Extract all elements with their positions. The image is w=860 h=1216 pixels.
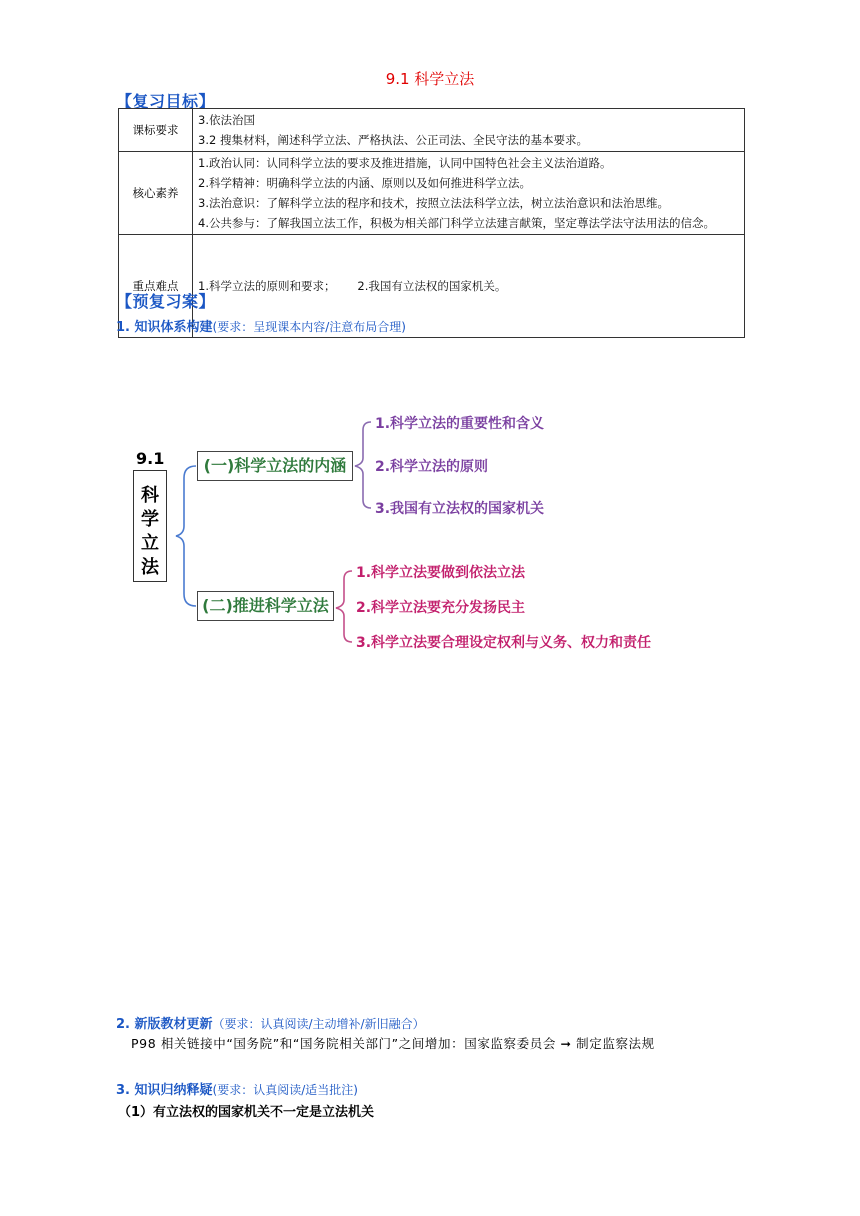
mind-map-number: 9.1: [136, 449, 165, 468]
mind-map-leaf: 2.科学立法要充分发扬民主: [356, 600, 526, 616]
root-char: 学: [141, 509, 159, 530]
root-char: 科: [141, 485, 159, 506]
mind-map-leaf: 3.我国有立法权的国家机关: [375, 501, 545, 517]
mind-map-leaf: 1.科学立法的重要性和含义: [375, 416, 545, 432]
content-line: 2.科学精神：明确科学立法的内涵、原则以及如何推进科学立法。: [198, 176, 531, 190]
row-label: 核心素养: [119, 152, 193, 235]
row-label: 课标要求: [119, 109, 193, 152]
content-line: 3.法治意识：了解科学立法的程序和技术，按照立法法科学立法，树立法治意识和法治思维。: [198, 196, 669, 210]
content-line: 3.依法治国: [198, 113, 255, 127]
mind-map-root: [133, 470, 167, 582]
knowledge-system-title: 1. 知识体系构建: [116, 320, 213, 335]
mind-map-leaf: 2.科学立法的原则: [375, 459, 489, 475]
mind-map-branch: (二)推进科学立法: [197, 591, 334, 621]
root-char: 立: [141, 533, 159, 554]
knowledge-system-requirement: (要求：呈现课本内容/注意布局合理): [212, 320, 406, 334]
mind-map-leaf: 3.科学立法要合理设定权利与义务、权力和责任: [356, 635, 652, 651]
new-textbook-requirement: （要求：认真阅读/主动增补/新旧融合）: [212, 1017, 425, 1031]
preview-heading: 【预复习案】: [116, 292, 216, 311]
new-textbook-heading: [116, 1013, 425, 1032]
content-line: 1.政治认同：认同科学立法的要求及推进措施，认同中国特色社会主义法治道路。: [198, 156, 612, 170]
review-goals-heading: 【复习目标】: [116, 92, 216, 111]
knowledge-summary-title: 3. 知识归纳释疑: [116, 1083, 213, 1098]
content-line: 1.科学立法的原则和要求； 2.我国有立法权的国家机关。: [198, 279, 507, 293]
root-char: 法: [141, 557, 159, 578]
content-line: 3.2 搜集材料，阐述科学立法、严格执法、公正司法、全民守法的基本要求。: [198, 133, 588, 147]
mind-map-branch: (一)科学立法的内涵: [197, 451, 353, 481]
document-title: 9.1 科学立法: [385, 70, 475, 88]
content-line: 4.公共参与：了解我国立法工作，积极为相关部门科学立法建言献策，坚定尊法学法守法用法的信念。: [198, 216, 715, 230]
knowledge-summary-item: （1）有立法权的国家机关不一定是立法机关: [118, 1105, 375, 1120]
mind-map-leaf: 1.科学立法要做到依法立法: [356, 565, 526, 581]
new-textbook-text: P98 相关链接中“国务院”和“国务院相关部门”之间增加：国家监察委员会 ➞ 制定监察法规: [131, 1036, 655, 1051]
knowledge-summary-heading: [116, 1079, 358, 1098]
new-textbook-title: 2. 新版教材更新: [116, 1017, 213, 1032]
row-label: 重点难点: [119, 235, 193, 338]
knowledge-summary-requirement: (要求：认真阅读/适当批注): [212, 1083, 358, 1097]
